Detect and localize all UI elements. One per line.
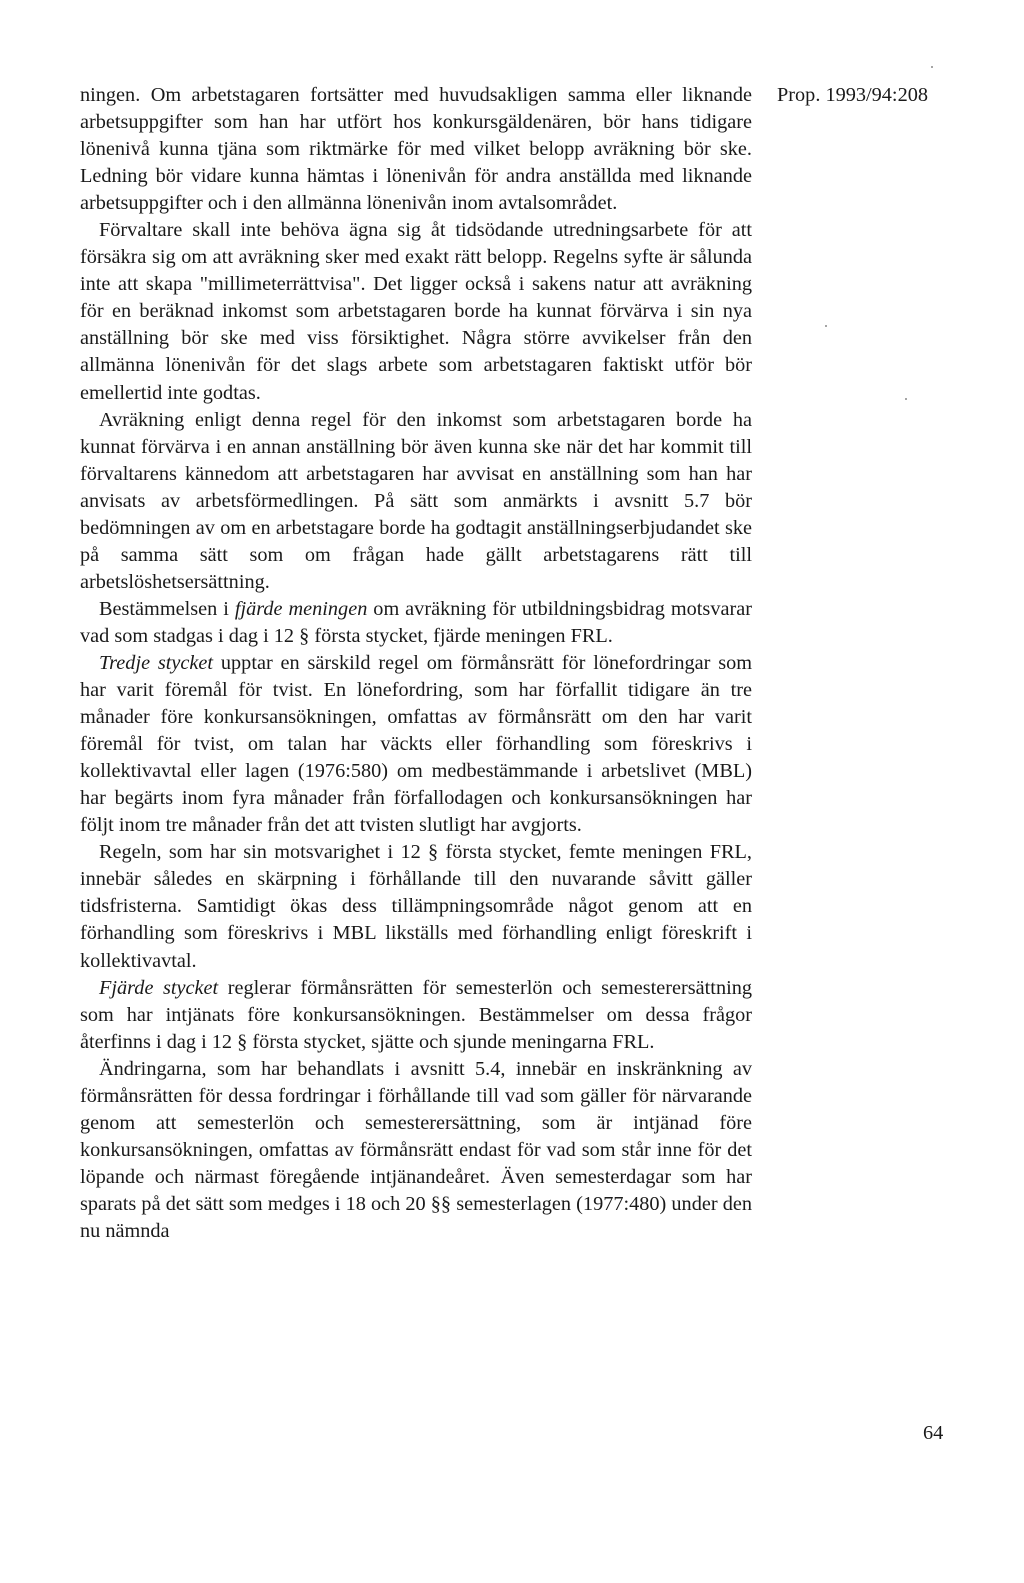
scan-speck (905, 398, 907, 400)
paragraph-6: Regeln, som har sin motsvarighet i 12 § första stycket, femte meningen FRL, innebär således en skärpning i förhållande till den nuvarande såvitt gäller tidsfristerna. Samtidigt ökas dess tillämpningsområde något genom att en förhandling som föreskrivs i MBL likställs med förhandling enligt föreskrift i kollektivavtal. (80, 841, 752, 972)
paragraph-5-italic: Tredje stycket (99, 651, 214, 674)
paragraph-7 (80, 975, 752, 1056)
paragraph-7-italic: Fjärde stycket (99, 976, 219, 999)
paragraph-4-rest: om avräkning för utbildningsbidrag motsvarar vad som stadgas i dag i 12 § första stycket, fjärde meningen FRL. (80, 597, 752, 647)
scan-speck (825, 325, 827, 327)
page-number: 64 (923, 1422, 944, 1444)
proposition-reference: Prop. 1993/94:208 (777, 84, 928, 106)
paragraph-5 (80, 650, 752, 839)
paragraph-4-lead: Bestämmelsen i (99, 597, 235, 620)
body-text (80, 82, 752, 1245)
paragraph-4 (80, 596, 752, 650)
paragraph-7-rest: reglerar förmånsrätten för semesterlön och semesterersättning som har intjänats före konkursansökningen. Bestämmelser om dessa frågor återfinns i dag i 12 § första stycket, sjätte och sjunde meningarna FRL. (80, 976, 752, 1053)
paragraph-8: Ändringarna, som har behandlats i avsnitt 5.4, innebär en inskränkning av förmånsrätten för dessa fordringar i förhållande till vad som gäller för närvarande genom att semesterlön och semesterersättning, som är intjänad före konkursansökningen, omfattas av förmånsrätt endast för vad som står inne för det löpande och närmast föregående intjänandeåret. Även semesterdagar som har sparats på det sätt som medges i 18 och 20 §§ semesterlagen (1977:480) under den nu nämnda (80, 1057, 752, 1242)
paragraph-5-rest: upptar en särskild regel om förmånsrätt för lönefordringar som har varit föremål för tvist. En lönefordring, som har förfallit tidigare än tre månader före konkursansökningen, omfattas av förmånsrätt om den har varit föremål för tvist, om talan har väckts eller förhandling som föreskrivs i kollektivavtal eller lagen (1976:580) om medbestämmande i arbetslivet (MBL) har begärts inom fyra månader från förfallodagen och konkursansökningen har följt inom tre månader från det att tvisten slutligt har avgjorts. (80, 651, 753, 837)
paragraph-1: ningen. Om arbetstagaren fortsätter med huvudsakligen samma eller liknande arbetsuppgifter som han har utfört hos konkursgäldenären, bör hans tidigare lönenivå kunna tjäna som riktmärke för med vilket belopp avräkning bör ske. Ledning bör vidare kunna hämtas i lönenivån för andra anställda med liknande arbetsuppgifter och i den allmänna lönenivån inom avtalsområdet. (80, 84, 752, 215)
scan-speck (931, 66, 933, 68)
paragraph-3: Avräkning enligt denna regel för den inkomst som arbetstagaren borde ha kunnat förvärva i en annan anställning bör även kunna ske när det har kommit till förvaltarens kännedom att arbetstagaren har avvisat en anställning som han har anvisats av arbetsförmedlingen. På sätt som anmärkts i avsnitt 5.7 bör bedömningen av om en arbetstagare borde ha godtagit anställningserbjudandet ske på samma sätt som om frågan hade gällt arbetstagarens rätt till arbetslöshetsersättning. (80, 408, 752, 593)
paragraph-2: Förvaltare skall inte behöva ägna sig åt tidsödande utredningsarbete för att försäkra sig om att avräkning sker med exakt rätt belopp. Regelns syfte är sålunda inte att skapa "millimeterrättvisa". Det ligger också i sakens natur att avräkning för en beräknad inkomst som arbetstagaren borde ha kunnat förvärva i sin nya anställning bör ske med viss försiktighet. Några större avvikelser från den allmänna lönenivån för det slags arbete som arbetstagaren faktiskt utför bör emellertid inte godtas. (80, 219, 752, 404)
paragraph-4-italic: fjärde meningen (234, 597, 368, 620)
